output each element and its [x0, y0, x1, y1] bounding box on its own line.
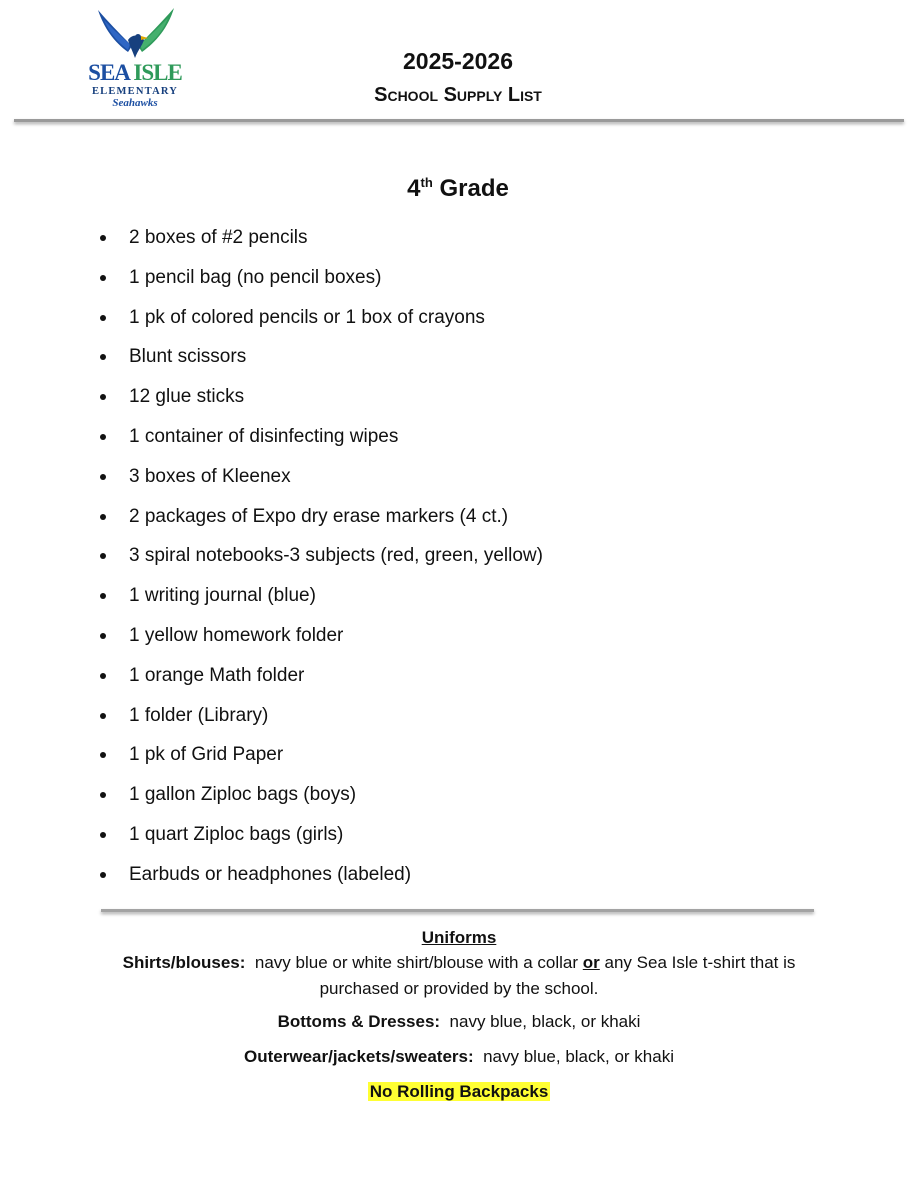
shirts-policy: Shirts/blouses: navy blue or white shirt/blouse with a collar or any Sea Isle t-shirt that is — [122, 953, 796, 972]
bullet-icon — [100, 593, 106, 599]
bullet-icon — [100, 713, 106, 719]
list-item: 3 boxes of Kleenex — [96, 457, 543, 497]
list-item: 3 spiral notebooks-3 subjects (red, green, yellow) — [96, 536, 543, 576]
bullet-icon — [100, 354, 106, 360]
bullet-icon — [100, 394, 106, 400]
list-item: 1 gallon Ziploc bags (boys) — [96, 775, 543, 815]
seahawk-logo-icon — [88, 6, 182, 66]
bullet-icon — [100, 792, 106, 798]
header-divider — [14, 119, 904, 122]
list-item: 1 container of disinfecting wipes — [96, 417, 543, 457]
bullet-icon — [100, 553, 106, 559]
bullet-icon — [100, 514, 106, 520]
list-item: 2 packages of Expo dry erase markers (4 ct.) — [96, 497, 543, 537]
list-item: 1 yellow homework folder — [96, 616, 543, 656]
list-item: Blunt scissors — [96, 337, 543, 377]
shirts-policy-continued: purchased or provided by the school. — [319, 979, 599, 998]
bullet-icon — [100, 315, 106, 321]
bullet-icon — [100, 235, 106, 241]
bullet-icon — [100, 872, 106, 878]
list-item: Earbuds or headphones (labeled) — [96, 855, 543, 895]
list-item: 1 pk of colored pencils or 1 box of crayons — [96, 298, 543, 338]
grade-heading: 4th Grade — [407, 175, 509, 202]
list-item: 12 glue sticks — [96, 377, 543, 417]
supply-list — [96, 218, 543, 895]
list-item: 1 pk of Grid Paper — [96, 735, 543, 775]
list-item: 1 orange Math folder — [96, 656, 543, 696]
outerwear-policy: Outerwear/jackets/sweaters: navy blue, black, or khaki — [244, 1047, 674, 1066]
bullet-icon — [100, 832, 106, 838]
list-item: 1 folder (Library) — [96, 696, 543, 736]
bottoms-policy: Bottoms & Dresses: navy blue, black, or khaki — [277, 1012, 641, 1031]
list-item: 1 pencil bag (no pencil boxes) — [96, 258, 543, 298]
bullet-icon — [100, 633, 106, 639]
bullet-icon — [100, 752, 106, 758]
bullet-icon — [100, 474, 106, 480]
school-year: 2025-2026 — [403, 48, 513, 74]
logo-school-name: SEA ISLE — [88, 60, 182, 85]
list-item: 2 boxes of #2 pencils — [96, 218, 543, 258]
school-logo — [80, 6, 190, 109]
no-rolling-backpacks-notice: No Rolling Backpacks — [369, 1082, 549, 1101]
uniforms-heading: Uniforms — [421, 928, 497, 947]
section-divider — [101, 909, 814, 912]
bullet-icon — [100, 434, 106, 440]
list-item: 1 writing journal (blue) — [96, 576, 543, 616]
list-item: 1 quart Ziploc bags (girls) — [96, 815, 543, 855]
logo-subtitle: ELEMENTARY — [91, 86, 179, 97]
page-title: School Supply List — [374, 84, 542, 106]
bullet-icon — [100, 275, 106, 281]
bullet-icon — [100, 673, 106, 679]
logo-mascot: Seahawks — [112, 97, 158, 109]
